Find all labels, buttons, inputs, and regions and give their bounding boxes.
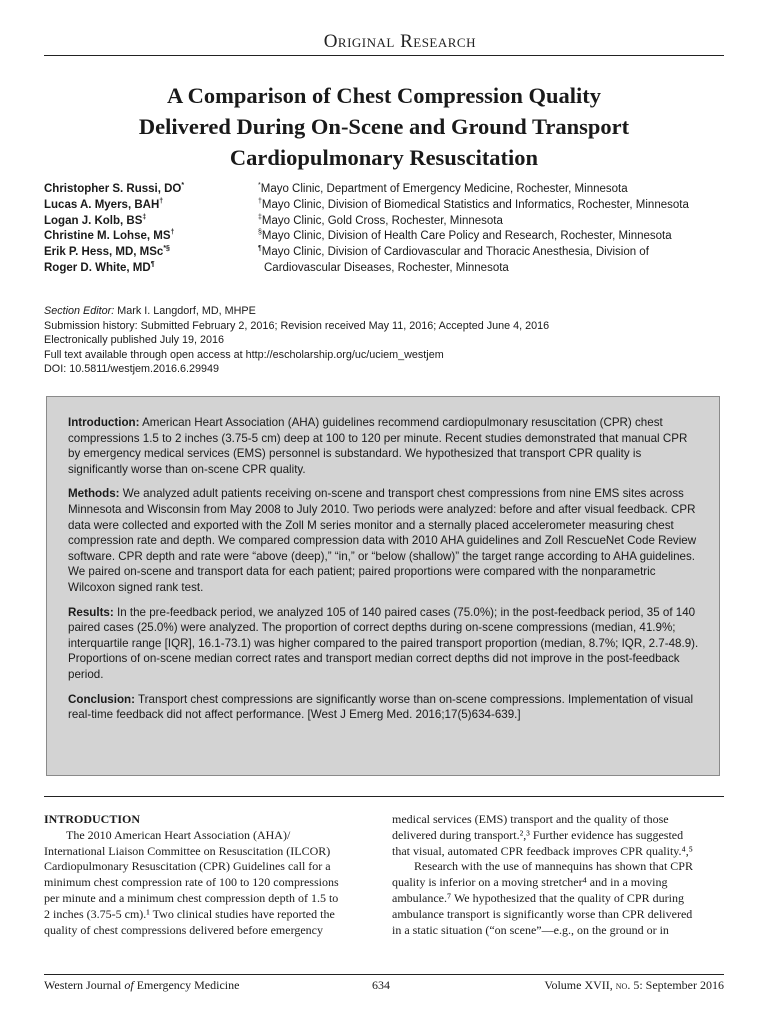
body-column-right [392, 812, 720, 938]
body-line: in a static situation (“on scene”—e.g., on the ground or in [392, 922, 669, 937]
body-line: that visual, automated CPR feedback improves CPR quality.⁴,⁵ [392, 843, 693, 858]
affiliation: *Mayo Clinic, Department of Emergency Medicine, Rochester, Minnesota [258, 182, 628, 195]
affiliation: ¶Mayo Clinic, Division of Cardiovascular and Thoracic Anesthesia, Division of [258, 245, 649, 259]
section-editor: Section Editor: Mark I. Langdorf, MD, MHPE [44, 305, 256, 317]
body-line: 2 inches (3.75-5 cm).¹ Two clinical studies have reported the [44, 906, 335, 921]
journal-name: Western Journal of Emergency Medicine [44, 978, 240, 992]
body-line: The 2010 American Heart Association (AHA)/ [66, 827, 291, 842]
article-metadata [44, 304, 549, 377]
title-line: Delivered During On-Scene and Ground Transport [138, 114, 630, 139]
author: Erik P. Hess, MD, MSc*§ [44, 245, 170, 259]
body-line: quality is inferior on a moving stretcher⁴ and in a moving [392, 875, 668, 890]
submission-history: Submission history: Submitted February 2, 2016; Revision received May 11, 2016; Accepted June 4, 2016 [44, 319, 550, 332]
body-rule [44, 796, 724, 797]
section-label: Original Research [323, 31, 476, 52]
affiliation: §Mayo Clinic, Division of Health Care Policy and Research, Rochester, Minnesota [258, 229, 672, 243]
body-line: quality of chest compressions delivered before emergency [44, 922, 324, 937]
fulltext-link[interactable]: Full text available through open access at http://escholarship.org/uc/uciem_westjem [44, 348, 444, 361]
affiliation: ‡Mayo Clinic, Gold Cross, Rochester, Minnesota [258, 213, 503, 227]
abstract-conclusion: Conclusion: Transport chest compressions are significantly worse than on-scene compressions. Implementation of visual real-time feedback did not affect performance. [West J Emerg Med. 2016;17(5)634-639.] [68, 692, 694, 722]
abstract-box [46, 396, 720, 776]
header-rule [44, 55, 724, 56]
footer-rule [44, 974, 724, 975]
author: Roger D. White, MD¶ [44, 260, 155, 274]
publication-date: Electronically published July 19, 2016 [44, 334, 225, 346]
author: Logan J. Kolb, BS‡ [44, 213, 147, 227]
affiliation-continuation: Cardiovascular Diseases, Rochester, Minnesota [264, 261, 509, 274]
body-line: ambulance.⁷ We hypothesized that the quality of CPR during [392, 890, 684, 905]
doi[interactable]: DOI: 10.5811/westjem.2016.6.29949 [44, 363, 220, 375]
page-number: 634 [372, 978, 390, 992]
author: Christopher S. Russi, DO* [44, 182, 185, 195]
title-line: A Comparison of Chest Compression Quality [167, 83, 601, 108]
abstract-methods: Methods: We analyzed adult patients receiving on-scene and transport chest compressions from nine EMS sites across Minnesota and Wisconsin from May 2008 to July 2010. Two periods were analyzed: before and after visual feedback. CPR data were collected and exported with the Zoll M series monitor and a sternally placed accelerometer measuring chest compression rate and depth. We compared compression data with 2010 AHA guidelines and Zoll RescueNet Code Review software. CPR depth and rate were “above (deep),” “in,” or “below (shallow)” the target range according to AHA guidelines. We paired on-scene and transport data for each patient; paired proportions were compared with the nonparametric Wilcoxon signed rank test. [68, 487, 697, 594]
body-column-left [44, 812, 372, 938]
body-line: delivered during transport.²,³ Further evidence has suggested [392, 827, 684, 842]
article-title [44, 80, 724, 173]
body-line: minimum chest compression rate of 100 to 120 compressions [44, 875, 339, 890]
page-footer [44, 978, 724, 994]
abstract-results: Results: In the pre-feedback period, we analyzed 105 of 140 paired cases (75.0%); in the post-feedback period, 35 of 140 paired cases (25.0%) were analyzed. The proportion of correct depths during on-scene compressions (median, 41.9%; interquartile range [IQR], 16.1-73.1) was higher compared to the paired transport proportion (median, 8.7%; IQR, 2.7-48.9). Proportions of on-scene median correct rates and transport median correct depths did not improve in the post-feedback period. [68, 605, 699, 681]
body-line: ambulance transport is significantly worse than CPR delivered [392, 906, 693, 921]
body-line: Research with the use of mannequins has shown that CPR [414, 859, 693, 874]
author: Lucas A. Myers, BAH† [44, 197, 164, 211]
affiliation-list [258, 182, 728, 277]
body-line: International Liaison Committee on Resuscitation (ILCOR) [44, 843, 331, 858]
author: Christine M. Lohse, MS† [44, 229, 175, 243]
abstract-introduction: Introduction: American Heart Association (AHA) guidelines recommend cardiopulmonary resuscitation (CPR) chest compressions 1.5 to 2 inches (3.75-5 cm) deep at 100 to 120 per minute. Recent studies demonstrated that manual CPR by emergency medical services (EMS) personnel is substandard. We hypothesized that transport CPR quality is significantly worse than on-scene CPR quality. [68, 416, 688, 476]
volume-info: Volume XVII, no. 5: September 2016 [544, 978, 724, 992]
body-line: per minute and a minimum chest compression depth of 1.5 to [44, 890, 339, 905]
body-line: medical services (EMS) transport and the quality of those [392, 812, 669, 826]
affiliation: †Mayo Clinic, Division of Biomedical Statistics and Informatics, Rochester, Minnesota [258, 197, 689, 211]
author-list [44, 182, 184, 277]
body-line: Cardiopulmonary Resuscitation (CPR) Guidelines call for a [44, 859, 331, 874]
section-heading: INTRODUCTION [44, 812, 141, 826]
title-line: Cardiopulmonary Resuscitation [229, 145, 539, 170]
